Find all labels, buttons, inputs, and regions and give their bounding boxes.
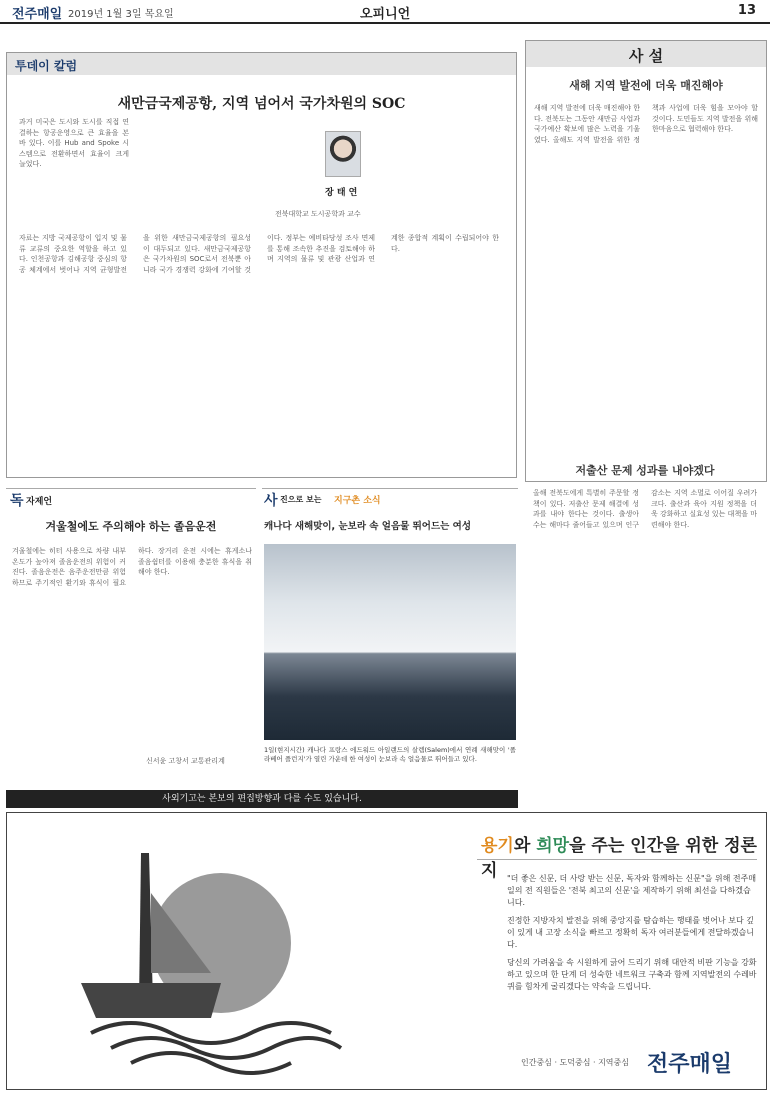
editorial — [525, 40, 767, 482]
ad-title-rest: 을 주는 인간을 위한 정론지 — [481, 836, 757, 881]
section-title: 오피니언 — [360, 7, 411, 22]
page-number: 13 — [737, 3, 756, 18]
editorial-body-1: 새해 지역 발전에 더욱 매진해야 한다. 전북도는 그동안 새만금 사업과 국가예산 확보에 많은 노력을 기울였다. 올해도 지역 발전을 위한 정책과 사업에 더욱 힘을 모아야 할 것이다. 도민들도 지역 발전을 위해 한마음으로 협력해야 한다. — [534, 104, 758, 144]
newspaper-ad — [6, 812, 767, 1090]
editorial-label: 사 설 — [628, 47, 664, 65]
author-name: 장 태 연 — [325, 188, 358, 198]
photo-news-label: 진으로 보는 — [280, 495, 322, 504]
reader-opinion-headline: 겨울철에도 주의해야 하는 졸음운전 — [45, 520, 217, 533]
reader-opinion-rule — [6, 488, 256, 489]
ad-paragraph-2: 진정한 지방자치 발전을 위해 중앙지를 탐습하는 행태를 벗어나 보다 깊이 있게 내 고장 소식을 빠르고 정확히 독자 여러분들에게 전달하겠습니다. — [507, 916, 754, 949]
today-column-headline: 새만금국제공항, 지역 넘어서 국가차원의 SOC — [117, 96, 406, 112]
photo-news-label-accent: 지구촌 소식 — [334, 496, 381, 506]
ad-brand-logo: 전주매일 — [647, 1051, 733, 1077]
ad-title-hope: 희망 — [536, 836, 570, 856]
editorial-body-2: 올해 전북도에게 특별히 주문할 정책이 있다. 저출산 문제 해결에 성과를 내야 한다는 것이다. 출생아 수는 해마다 줄어들고 있으며 인구 감소는 지역 소멸로 이어질 우려가 크다. 출산과 육아 지원 정책을 더욱 강화하고 실효성 있는 대책을 마련해야 한다. — [533, 489, 757, 529]
photo-news-headline: 캐나다 새해맞이, 눈보라 속 얼음물 뛰어드는 여성 — [264, 521, 471, 532]
today-column-lead: 과거 미국은 도시와 도시를 직접 연결하는 항공운영으로 큰 효율을 본 바 있다. 이를 Hub and Spoke 시스템으로 전환하면서 효율이 크게 늘었다. — [19, 118, 129, 168]
editorial-headline-1: 새해 지역 발전에 더욱 매진해야 — [569, 79, 723, 92]
today-column — [6, 52, 517, 478]
reader-opinion-body: 겨울철에는 히터 사용으로 차량 내부 온도가 높아져 졸음운전의 위험이 커진다. 졸음운전은 음주운전만큼 위험하므로 주기적인 환기와 휴식이 필요하다. 장거리 운전 시에는 휴게소나 졸음쉼터를 이용해 충분한 휴식을 취해야 한다. — [12, 547, 252, 587]
reader-opinion-label-strong: 독 — [10, 493, 24, 509]
issue-date: 2019년 1월 3일 목요일 — [68, 9, 174, 20]
disclaimer-bar — [6, 790, 518, 808]
editorial-headline-2: 저출산 문제 성과를 내야겠다 — [575, 464, 715, 477]
ad-text-block — [507, 873, 757, 1043]
photo-news — [262, 488, 518, 788]
today-column-label-bar — [7, 53, 516, 75]
sailboat-moon-illustration — [21, 833, 351, 1078]
author-photo — [325, 131, 361, 177]
editorial-label-bar — [526, 41, 766, 67]
masthead — [0, 0, 770, 24]
disclaimer-text: 사외기고는 본보의 편집방향과 다를 수도 있습니다. — [162, 794, 362, 804]
today-column-body: 자료는 지방 국제공항이 입지 및 물류 교류의 중요한 역할을 하고 있다. 인천공항과 김해공항 중심의 항공 체계에서 벗어나 지역 균형발전을 위한 새만금국제공항의 필요성이 대두되고 있다. 새만금국제공항은 국가차원의 SOC로서 전북뿐 아니라 국가 경쟁력 강화에 기여할 것이다. 정부는 예비타당성 조사 면제를 통해 조속한 추진을 검토해야 하며 지역의 물류 및 관광 산업과 연계한 종합적 계획이 수립되어야 한다. — [19, 234, 499, 274]
ad-paragraph-1: "더 좋은 신문, 더 사랑 받는 신문, 독자와 함께하는 신문"을 위해 전주매일의 전 직원들은 '전북 최고의 신문'을 제작하기 위해 최선을 다하겠습니다. — [507, 874, 757, 907]
ad-paragraph-3: 당신의 가려움을 속 시원하게 긁어 드리기 위해 대안적 비판 기능을 강화하고 있으며 한 단계 더 성숙한 네트워크 구축과 함께 지역발전의 수레바퀴를 힘차게 굴리겠다는 약속을 드립니다. — [507, 958, 757, 991]
ad-title-rule — [477, 859, 757, 860]
ad-title-courage: 용기 — [481, 836, 514, 856]
photo-news-label-strong: 사 — [264, 493, 278, 509]
paper-name: 전주매일 — [12, 7, 63, 22]
today-column-label: 투데이 칼럼 — [15, 59, 78, 73]
reader-opinion-label: 자제언 — [26, 497, 53, 507]
photo-news-rule — [262, 488, 518, 489]
polar-plunge-photo — [264, 544, 516, 740]
reader-opinion-byline: 신서윤 고창서 교통관리계 — [146, 757, 225, 765]
reader-opinion — [6, 488, 256, 788]
ad-slogan: 인간중심 · 도덕중심 · 지역중심 — [521, 1058, 629, 1067]
author-title: 전북대학교 도시공학과 교수 — [275, 210, 361, 218]
photo-news-caption: 1일(현지시간) 캐나다 프랑스 에드워드 아일랜드의 살렘(Salem)에서 연례 새해맞이 '폴라베어 플런지'가 열린 가운데 한 여성이 눈보라 속 얼음물로 뛰어들고 있다. — [264, 746, 516, 763]
ad-title-and: 와 — [513, 836, 537, 856]
